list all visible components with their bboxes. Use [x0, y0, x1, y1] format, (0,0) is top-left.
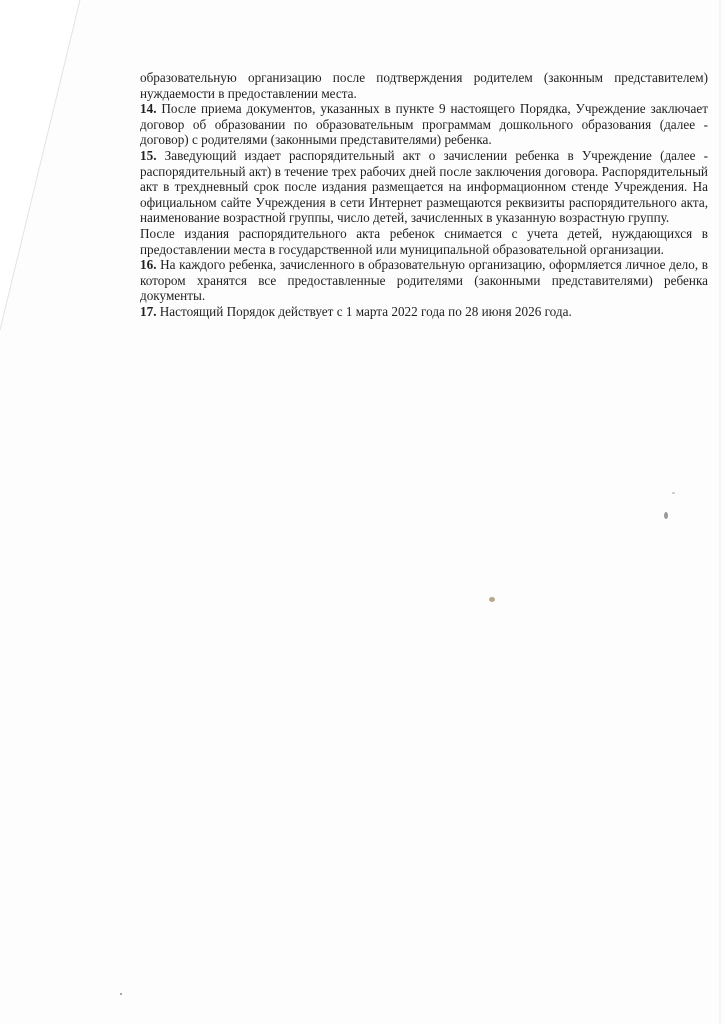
- scan-speck: [489, 597, 495, 602]
- scan-speck: [672, 492, 675, 494]
- paragraph-text: После приема документов, указанных в пункте 9 настоящего Порядка, Учреждение заключает договор об образовании по образовательным программам дошкольного образования (далее - договор) с родителями (законными представителями) ребенка.: [140, 101, 709, 148]
- paragraph-number: 17.: [140, 303, 157, 319]
- paragraph-14: [140, 101, 708, 148]
- scan-speck: [664, 512, 668, 519]
- paragraph-text: На каждого ребенка, зачисленного в образовательную организацию, оформляется личное дело, в котором хранятся все предоставленные родителями (законными представителями) ребенка документы.: [140, 257, 709, 304]
- paragraph-continuation: [140, 70, 708, 101]
- paragraph-15: [140, 148, 708, 226]
- paragraph-text: Настоящий Порядок действует с 1 марта 2022 года по 28 июня 2026 года.: [159, 303, 572, 319]
- paragraph-16: [140, 257, 708, 304]
- scan-speck: [120, 993, 122, 995]
- paragraph-text: Заведующий издает распорядительный акт о зачислении ребенка в Учреждение (далее - распорядительный акт) в течение трех рабочих дней после заключения договора. Распорядительный акт в трехдневный срок после издания размещается на информационном стенде Учреждения. На официальном сайте Учреждения в сети Интернет размещаются реквизиты распорядительного акта, наименование возрастной группы, число детей, зачисленных в указанную возрастную группу.: [140, 147, 709, 226]
- paragraph-number: 16.: [140, 257, 157, 273]
- document-body: [140, 70, 708, 320]
- paragraph-text: образовательную организацию после подтверждения родителем (законным представителем) нуждаемости в предоставлении места.: [140, 70, 708, 101]
- paragraph-text: После издания распорядительного акта ребенок снимается с учета детей, нуждающихся в предоставлении места в государственной или муниципальной образовательной организации.: [140, 225, 708, 257]
- paragraph-number: 14.: [140, 101, 157, 117]
- paragraph-15-continuation: [140, 226, 708, 257]
- paragraph-17: [140, 304, 708, 320]
- paragraph-number: 15.: [140, 147, 157, 163]
